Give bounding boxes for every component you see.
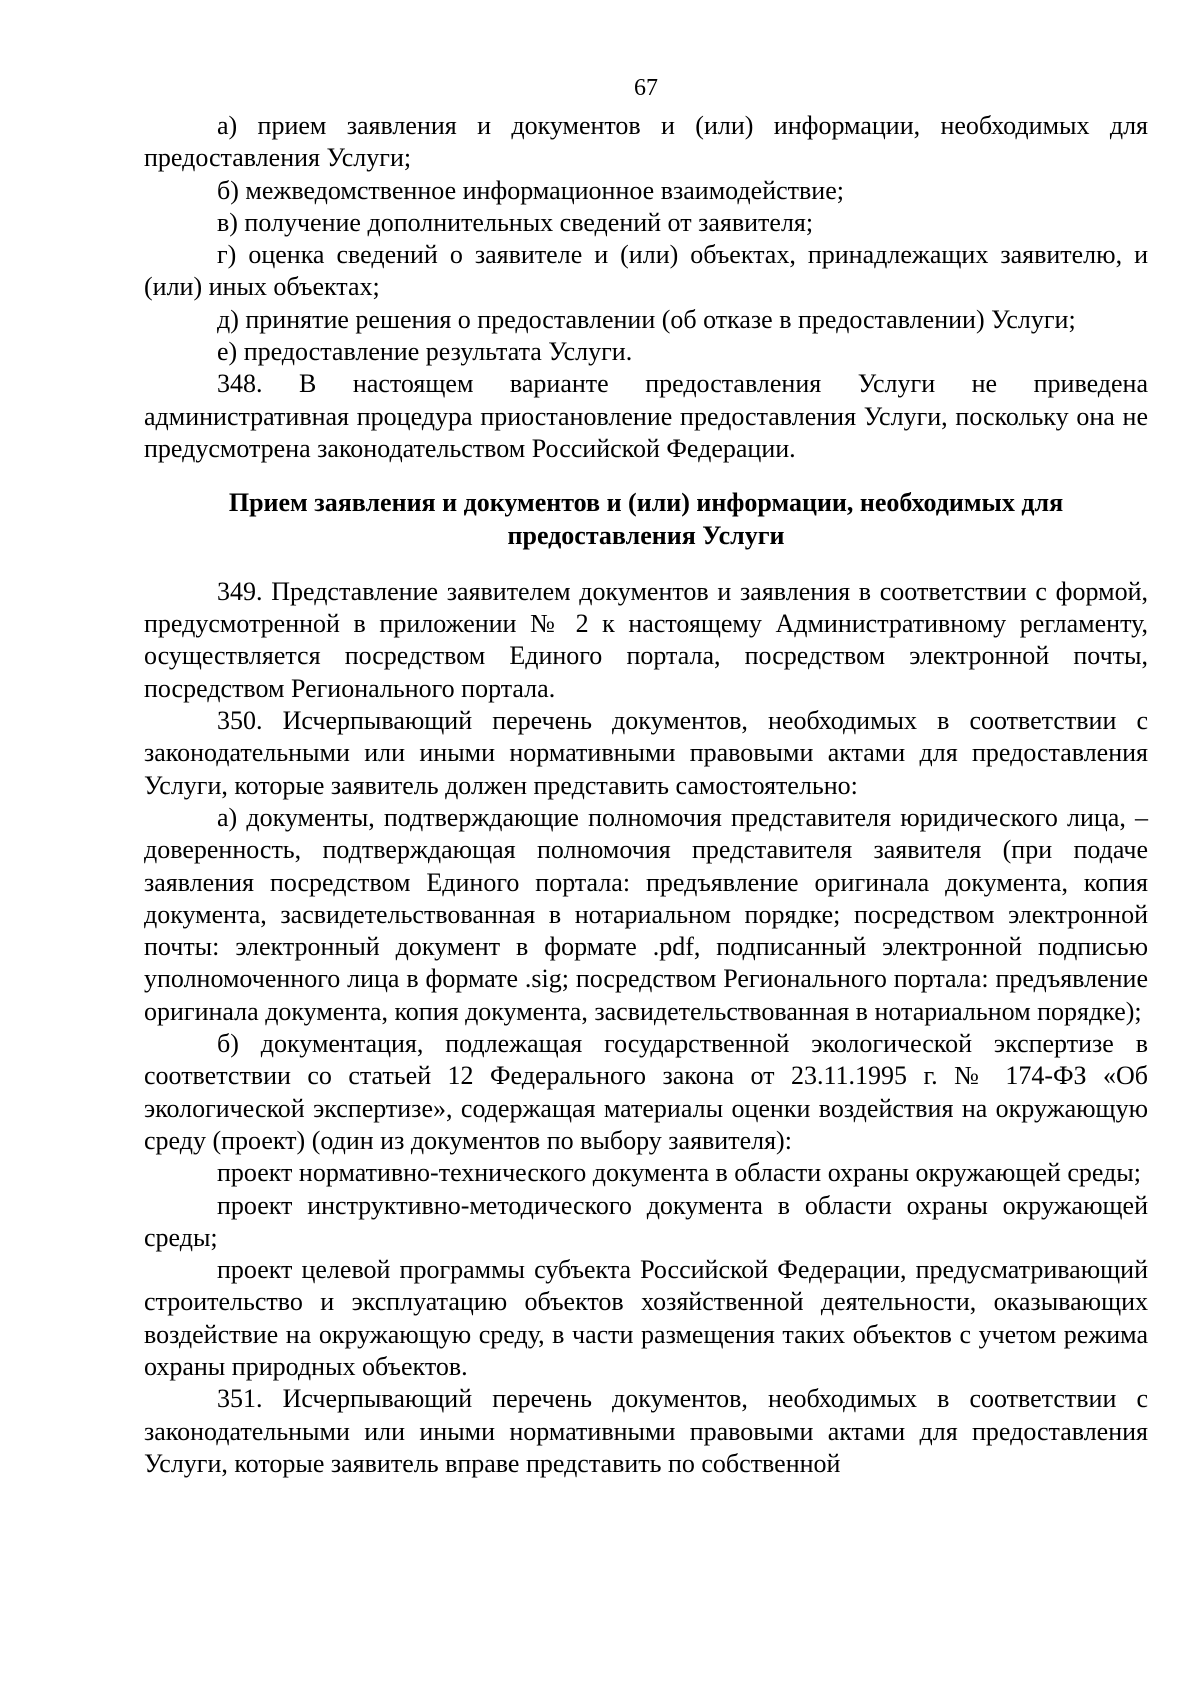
paragraph-350: 350. Исчерпывающий перечень документов, необходимых в соответствии с законодательными или иными нормативными правовыми актами для предоставления Услуги, которые заявитель должен представить самостоятельно: <box>144 706 1148 800</box>
list-item-e: е) предоставление результата Услуги. <box>217 337 633 367</box>
document-page <box>144 72 1148 1480</box>
list-item-b: б) межведомственное информационное взаимодействие; <box>217 175 844 205</box>
paragraph-350-b: б) документация, подлежащая государственной экологической экспертизе в соответствии со статьей 12 Федерального закона от 23.11.1995 г. № 174-ФЗ «Об экологической экспертизе», содержащая материалы оценки воздействия на окружающую среду (проект) (один из документов по выбору заявителя): <box>144 1029 1148 1155</box>
section-heading-line-1: Прием заявления и документов и (или) информации, необходимых для <box>228 488 1064 518</box>
paragraph-348: 348. В настоящем варианте предоставления Услуги не приведена административная процедура приостановление предоставления Услуги, поскольку она не предусмотрена законодательством Российской Федерации. <box>144 369 1148 463</box>
list-item-d: д) принятие решения о предоставлении (об отказе в предоставлении) Услуги; <box>217 304 1076 334</box>
list-item-project-1: проект нормативно-технического документа в области охраны окружающей среды; <box>217 1158 1141 1188</box>
paragraph-349: 349. Представление заявителем документов и заявления в соответствии с формой, предусмотренной в приложении № 2 к настоящему Административному регламенту, осуществляется посредством Единого портала, посредством электронной почты, посредством Регионального портала. <box>144 576 1148 703</box>
section-heading-line-2: предоставления Услуги <box>507 520 785 550</box>
page-number: 67 <box>634 75 658 101</box>
list-item-project-2: проект инструктивно-методического документа в области охраны окружающей среды; <box>144 1190 1148 1252</box>
list-item-g: г) оценка сведений о заявителе и (или) объектах, принадлежащих заявителю, и (или) иных объектах; <box>144 240 1148 302</box>
list-item-v: в) получение дополнительных сведений от заявителя; <box>217 207 814 237</box>
list-item-a: а) прием заявления и документов и (или) информации, необходимых для предоставления Услуги; <box>144 111 1148 173</box>
paragraph-350-a: а) документы, подтверждающие полномочия представителя юридического лица, – доверенность, подтверждающая полномочия представителя заявителя (при подаче заявления посредством Единого портала: предъявление оригинала документа, копия документа, засвидетельствованная в нотариальном порядке; посредством электронной почты: электронный документ в формате .pdf, подписанный электронной подписью уполномоченного лица в формате .sig; посредством Регионального портала: предъявление оригинала документа, копия документа, засвидетельствованная в нотариальном порядке); <box>144 802 1148 1026</box>
section-heading <box>144 487 1148 552</box>
paragraph-351: 351. Исчерпывающий перечень документов, необходимых в соответствии с законодательными или иными нормативными правовыми актами для предоставления Услуги, которые заявитель вправе представить по собственной <box>144 1384 1148 1478</box>
list-item-project-3: проект целевой программы субъекта Российской Федерации, предусматривающий строительство и эксплуатацию объектов хозяйственной деятельности, оказывающих воздействие на окружающую среду, в части размещения таких объектов с учетом режима охраны природных объектов. <box>144 1255 1148 1381</box>
